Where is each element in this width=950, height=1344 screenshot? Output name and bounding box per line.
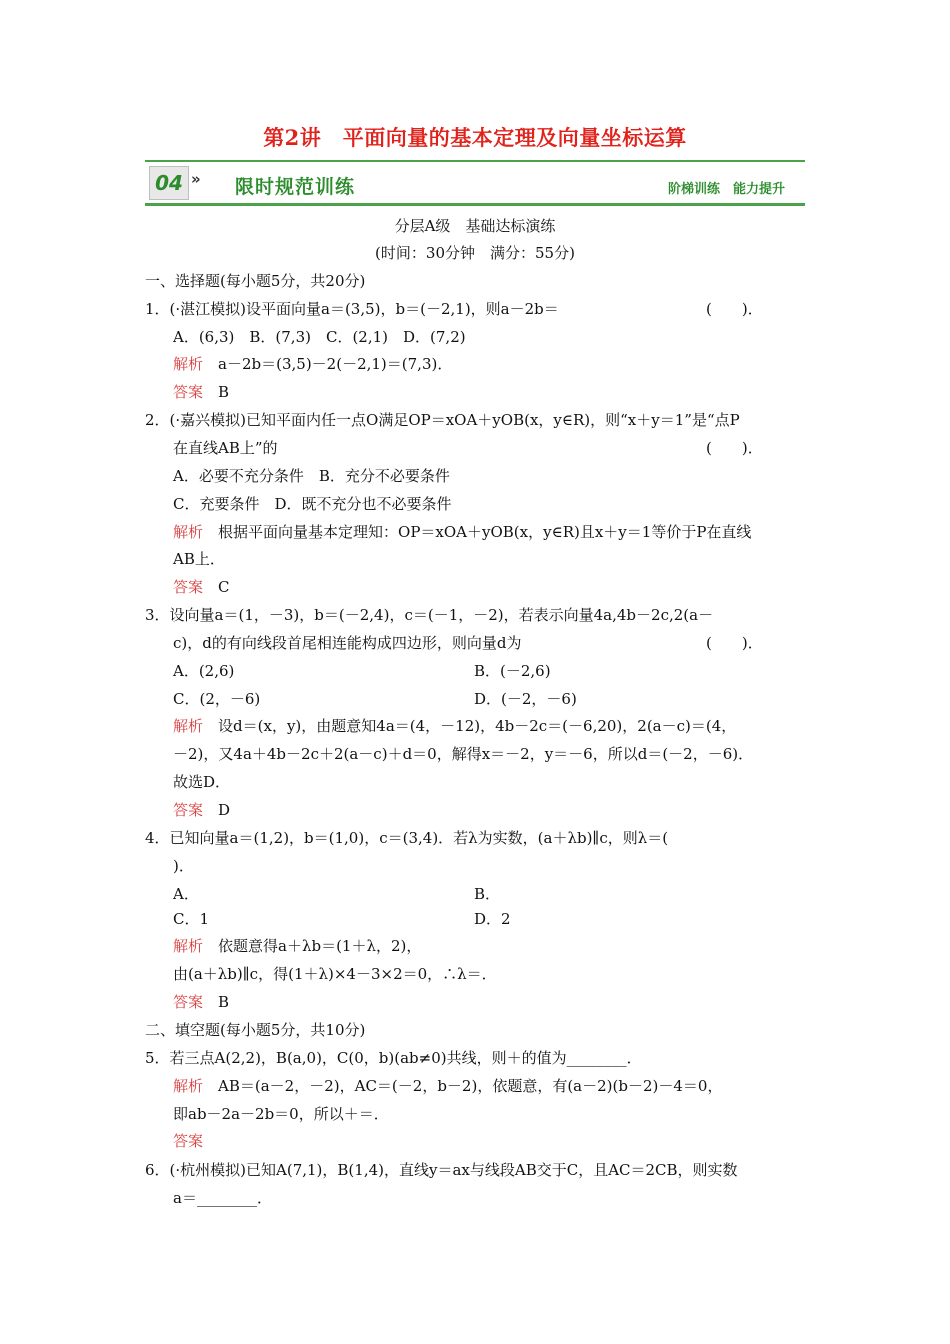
q5-answer: [173, 1131, 203, 1151]
level-heading: 分层A级 基础达标演练: [394, 217, 556, 235]
solution-label: 解析: [173, 523, 204, 541]
solution-label: 解析: [173, 1077, 204, 1095]
q1-solution: [173, 354, 452, 374]
solution-text: 依题意得a＋λb＝(1＋λ，2)，: [218, 937, 422, 955]
q2-stem-line1: 2．(·嘉兴模拟)已知平面内任一点O满足OP＝xOA＋yOB(x，y∈R)，则“x＋y＝1”是“点P: [145, 411, 740, 429]
q4-option-b: B．: [474, 885, 501, 903]
q3-option-b: B．(－2,6): [474, 662, 551, 680]
q2-stem-line2: 在直线AB上”的: [173, 439, 278, 457]
q3-solution-line3: 故选D．: [173, 773, 231, 791]
banner-slogan: 阶梯训练 能力提升: [667, 182, 785, 197]
banner-top-rule: [145, 160, 805, 162]
q6-stem-line1: 6．(·杭州模拟)已知A(7,1)，B(1,4)，直线y＝ax与线段AB交于C，且AC＝2CB，则实数: [145, 1161, 738, 1179]
banner-label: 限时规范训练: [235, 176, 356, 198]
q4-option-d: D．2: [474, 910, 511, 928]
q3-answer-blank: ( )．: [706, 634, 763, 652]
section-heading-fill: 二、填空题(每小题5分，共10分): [145, 1021, 366, 1039]
q4-option-c: C．1: [173, 910, 210, 928]
time-info: (时间：30分钟 满分：55分): [375, 244, 575, 262]
solution-label: 解析: [173, 717, 204, 735]
q3-option-d: D．(－2，－6): [474, 690, 577, 708]
solution-text: AB＝(a－2，－2)，AC＝(－2，b－2)，依题意，有(a－2)(b－2)－4＝0，: [218, 1077, 723, 1095]
q4-solution-line2: 由(a＋λb)∥c，得(1＋λ)×4－3×2＝0，∴λ＝．: [173, 965, 497, 983]
q2-solution-line2: AB上．: [173, 550, 225, 568]
answer-value: C: [218, 578, 230, 596]
answer-label: 答案: [173, 1132, 204, 1150]
q2-answer-blank: ( )．: [706, 439, 763, 457]
answer-label: 答案: [173, 578, 204, 596]
q5-stem: 5．若三点A(2,2)，B(a,0)，C(0，b)(ab≠0)共线，则＋的值为________．: [145, 1049, 642, 1067]
q3-stem-line1: 3．设向量a＝(1，－3)，b＝(－2,4)，c＝(－1，－2)，若表示向量4a,4b－2c,2(a－: [145, 606, 714, 624]
q1-stem: 1．(·湛江模拟)设平面向量a＝(3,5)，b＝(－2,1)，则a－2b＝: [145, 300, 559, 318]
page-title: 第2讲 平面向量的基本定理及向量坐标运算: [263, 125, 687, 150]
q2-options-line1: A．必要不充分条件 B．充分不必要条件: [173, 467, 450, 485]
q1-answer-blank: ( )．: [706, 300, 763, 318]
q6-stem-line2: a＝________．: [173, 1189, 272, 1207]
chevron-right-icon: »: [191, 170, 201, 188]
q4-stem-line2: )．: [173, 857, 194, 875]
q1-answer: [173, 382, 229, 402]
q5-solution-line2: 即ab－2a－2b＝0，所以＋＝．: [173, 1105, 389, 1123]
answer-value: D: [218, 801, 231, 819]
q4-option-a: A．: [173, 885, 199, 903]
q3-option-a: A．(2,6): [173, 662, 235, 680]
q1-options: A．(6,3) B．(7,3) C．(2,1) D．(7,2): [173, 328, 466, 346]
banner-badge: 04: [149, 166, 189, 200]
q4-stem-line1: 4．已知向量a＝(1,2)，b＝(1,0)，c＝(3,4)．若λ为实数，(a＋λb)∥c，则λ＝(: [145, 829, 669, 847]
answer-value: B: [218, 993, 230, 1011]
solution-text: 设d＝(x，y)，由题意知4a＝(4，－12)，4b－2c＝(－6,20)，2(a－c)＝(4，: [218, 717, 737, 735]
section-banner: [145, 160, 805, 206]
answer-label: 答案: [173, 801, 204, 819]
q4-answer: [173, 992, 229, 1012]
q2-answer: [173, 577, 230, 597]
q4-solution-line1: [173, 936, 421, 956]
solution-text: 根据平面向量基本定理知：OP＝xOA＋yOB(x，y∈R)且x＋y＝1等价于P在直线: [218, 523, 752, 541]
q2-options-line2: C．充要条件 D．既不充分也不必要条件: [173, 495, 452, 513]
solution-label: 解析: [173, 937, 204, 955]
q3-answer: [173, 800, 230, 820]
q3-solution-line1: [173, 716, 736, 736]
section-heading-choice: 一、选择题(每小题5分，共20分): [145, 272, 366, 290]
q2-solution-line1: [173, 522, 751, 542]
q3-option-c: C．(2，－6): [173, 690, 261, 708]
solution-label: 解析: [173, 355, 204, 373]
answer-label: 答案: [173, 993, 204, 1011]
q5-solution-line1: [173, 1076, 722, 1096]
answer-value: B: [218, 383, 230, 401]
q3-stem-line2: c)，d的有向线段首尾相连能构成四边形，则向量d为: [173, 634, 522, 652]
solution-text: a－2b＝(3,5)－2(－2,1)＝(7,3)．: [218, 355, 453, 373]
answer-label: 答案: [173, 383, 204, 401]
q3-solution-line2: －2)，又4a＋4b－2c＋2(a－c)＋d＝0，解得x＝－2，y＝－6，所以d＝(－2，－6)．: [173, 745, 754, 763]
